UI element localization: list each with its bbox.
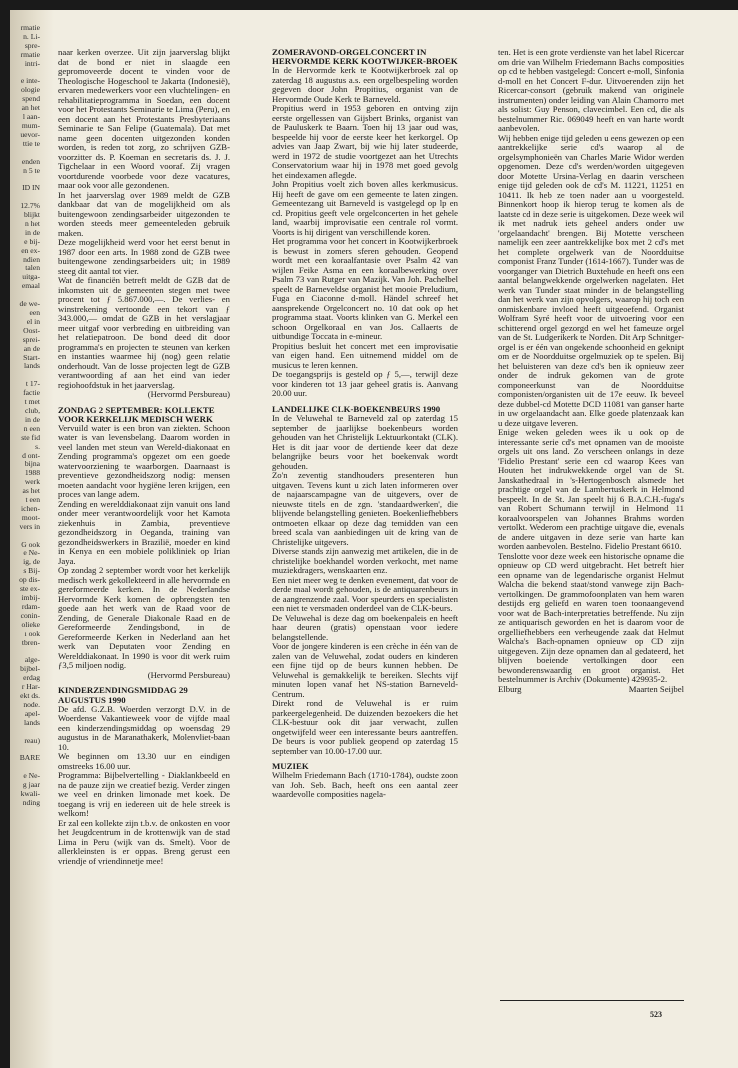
adjacent-page-strip — [10, 24, 40, 808]
paragraph: In de Veluwehal te Barneveld zal op zaterdag 15 september de jaarlijkse boekenbeurs worden gehouden van het Christelijk Lektuurkontakt (CLK). Het is dit jaar voor de dertiende keer dat deze belangrijke beurs voor het boekenvak wordt gehouden. — [272, 413, 458, 471]
column-left — [58, 48, 230, 866]
paragraph: Wat de financiën betreft meldt de GZB dat de inkomsten uit de gemeenten stegen met twee procent tot ƒ 5.867.000,—. De verlies- en winstrekening vertoonde een tekort van ƒ 343.000,— omdat de GZB in het verslagjaar meer uitgaf voor verbreding en uitbreiding van het relatiepatroon. De bond deed dit door programma's en projecten te steunen van kerken en instanties waarmee hij (nog) geen relatie onderhoudt. Van de losse projecten legt de GZB verantwoording af aan het eind van ieder regiohoofdstuk in het jaarverslag. — [58, 275, 230, 390]
strip-fragment: Start- — [23, 352, 40, 362]
strip-fragment: rmatie — [20, 24, 40, 32]
strip-fragment: erdag — [23, 673, 40, 683]
paragraph: Voor de jongere kinderen is een crèche in één van de zalen van de Veluwehal, zodat ouders en kinderen een fijne tijd op de beurs kunnen hebben. De Veluwehal is gemakkelijk te bereiken. Slechts vijf minuten lopen vanaf het NS-station Barneveld-Centrum. — [272, 641, 458, 699]
strip-fragment: s Bij- — [23, 566, 40, 576]
strip-fragment: el in — [26, 316, 40, 326]
paragraph: De afd. G.Z.B. Woerden verzorgt D.V. in de Woerdense Vakantieweek voor de vijfde maal een kinderzendingsmiddag op woensdag 29 augustus in de Maranathakerk, Molenvliet-baan 10. — [58, 703, 230, 752]
strip-fragment: Oost- — [23, 325, 40, 335]
strip-fragment: vers in — [19, 521, 40, 531]
footer-rule — [500, 1000, 684, 1001]
strip-fragment: spre- — [24, 40, 40, 50]
strip-fragment: mum- — [21, 120, 40, 130]
paragraph: Wilhelm Friedemann Bach (1710-1784), oudste zoon van Joh. Seb. Bach, heeft ons een aantal zeer waardevolle composities nagela- — [272, 770, 458, 800]
strip-fragment: enden — [21, 156, 40, 166]
strip-fragment: e Ne- — [23, 548, 40, 558]
page-number: 523 — [650, 1010, 662, 1019]
article-headline: LANDELIJKE CLK-BOEKENBEURS 1990 — [272, 403, 441, 414]
paragraph: John Propitius voelt zich boven alles kerkmusicus. Hij heeft de gave om een gemeente te laten zingen. Gemeentezang uit Barneveld is vastgelegd op lp en cd. Propitius geeft vele orgelconcerten in het gehele land, waarbij improvisatie een centrale rol vormt. Voorts is hij dirigent van verschillende koren. — [272, 179, 458, 237]
strip-fragment: club, — [25, 405, 40, 415]
paragraph: Enige weken geleden wees ik u ook op de interessante serie cd's met opnamen van de mooiste orgels uit ons land. Zo verscheen onlangs in deze 'Fidelio Prestant' serie een cd waarop Kees van Houten het indrukwekkende orgel van de St. Janskathedraal in 's-Hertogenbosch alsmede het prachtige orgel van de Lambertuskerk in Helmond bespeelt. In de St. Jan speelt hij 6 B.A.C.H.-fuga's van Robert Schumann terwijl in Helmond 11 koraalvoorspelen van Johannes Brahms worden vertolkt. Wederom een prachtige uitgave die, evenals de andere uitgaven in deze serie van harte kan worden aanbevolen. Bestelno. Fidelio Prestant 6610. — [498, 427, 684, 551]
strip-fragment: G ook — [21, 539, 40, 549]
strip-fragment: rdam- — [21, 601, 40, 611]
strip-fragment: lands — [23, 361, 40, 371]
strip-fragment: kwali- — [20, 788, 40, 798]
strip-fragment: g jaar — [22, 780, 40, 790]
paragraph: De Veluwehal is deze dag om boekenpaleis en heeft haar deuren (gratis) openstaan voor iedere belangstellende. — [272, 612, 458, 642]
strip-fragment: bijna — [24, 459, 40, 469]
strip-fragment: ekt ds. — [20, 690, 40, 700]
strip-fragment: t een — [25, 495, 40, 505]
strip-fragment: ologie — [21, 85, 40, 95]
paragraph: naar kerken overzee. Uit zijn jaarverslag blijkt dat de bond er niet in slaagde een gepromoveerde docent te vinden voor de Theologische Hogeschool te Jakarta (Indonesië), ervaren medewerkers voor een vluchtelingen- en rehabilitatieprogramma in Soedan, een docent voor het Protestants Seminarie te Lima (Peru), en een docent aan het Protestants Presbyteriaans Seminarie te San Felipe (Guatemala). Dat met name geen docenten uitgezonden konden worden, is reden tot zorg, zo schrijven GZB-voorzitter ds. P. Koeman en secretaris ds. J. J. Tigchelaar in een Woord vooraf. Zij vragen voortdurende voorbede voor deze vacatures, maar ook voor alle gezondenen. — [58, 47, 230, 190]
gzb-report-article — [58, 48, 230, 390]
paragraph: In het jaarverslag over 1989 meldt de GZB dankbaar dat van de mogelijkheid om als buitengewoon zendingsarbeider uitgezonden te worden steeds meer gemeenteleden gebruik maken. — [58, 189, 230, 238]
strip-fragment: as het — [22, 486, 40, 496]
paragraph: Programma: Bijbelvertelling - Diaklankbeeld en na de pauze zijn we creatief bezig. Verder zingen we veel en drinken limonade met koek. De toegang is vrij en iedereen uit de hele streek is welkom! — [58, 770, 230, 819]
paragraph: Op zondag 2 september wordt voor het kerkelijk medisch werk gekollekteerd in alle hervormde en gereformeerde kerken. In de Nederlandse Hervormde Kerk komen de opbrengsten ten goede aan het werk van de Raad voor de Zending, de Generale Diakonale Raad en de Gereformeerde Zendingsbond, in de Gereformeerde Kerken in Nederland aan het werk van Deputaten voor Zending en Werelddiakonaat. In 1990 is voor dit werk ruim ƒ3,5 miljoen nodig. — [58, 565, 230, 671]
strip-fragment: rmatie — [20, 49, 40, 59]
organ-concert-article — [272, 66, 458, 399]
strip-fragment: ID IN — [22, 183, 40, 193]
strip-fragment: t met — [24, 397, 40, 407]
kinderzending-article — [58, 705, 230, 867]
strip-fragment: werk — [24, 477, 40, 487]
strip-fragment: an de — [23, 343, 40, 353]
book-fair-article — [272, 414, 458, 756]
paragraph: We beginnen om 13.30 uur en eindigen omstreeks 16.00 uur. — [58, 751, 230, 771]
strip-fragment: ig, de — [23, 557, 40, 567]
strip-fragment: lands — [23, 717, 40, 727]
strip-fragment: 1988 — [24, 468, 40, 478]
paragraph: Zending en werelddiakonaat zijn vanuit ons land onder meer verantwoordelijk voor het Kamota ziekenhuis in Zambia, preventieve gezondheidszorg in Oeganda, training van gezondheidswerkers in Brazilië, moeder en kind in Kenya en een mobiele polikliniek op Irian Jaya. — [58, 498, 230, 566]
strip-fragment: BARE — [19, 753, 40, 763]
strip-fragment: moot- — [21, 512, 40, 522]
strip-fragment: alge- — [24, 655, 40, 665]
strip-fragment: in de — [25, 227, 40, 237]
byline-credit: (Hervormd Persbureau) — [147, 389, 230, 399]
strip-fragment: s. — [35, 441, 40, 451]
paragraph: Deze mogelijkheid werd voor het eerst benut in 1987 door een arts. In 1988 zond de GZB twee buitengewone zendingsarbeiders uit; in 1989 steeg dit aantal tot vier. — [58, 237, 230, 276]
strip-fragment: e inte- — [20, 76, 40, 86]
paragraph: Diverse stands zijn aanwezig met artikelen, die in de christelijke boekhandel worden verkocht, met name muziekdragers, wenskaarten enz. — [272, 546, 458, 576]
paragraph: Propitius besluit het concert met een improvisatie van eigen hand. Een uitnemend middel om de musicus te leren kennen. — [272, 340, 458, 370]
strip-fragment: blijkt — [23, 210, 40, 220]
strip-fragment: n het — [25, 218, 40, 228]
strip-fragment: op dis- — [19, 575, 40, 585]
medical-work-article — [58, 424, 230, 671]
article-headline: ZONDAG 2 SEPTEMBER: KOLLEKTE VOOR KERKELIJK MEDISCH WERK — [58, 404, 215, 424]
paragraph: Zo'n zeventig standhouders presenteren hun uitgaven. Tevens kunt u zich laten informeren over de najaarscampagne van de uitgevers, over de nieuwste titels en de zgn. 'standaardwerken', die blijvende belangstelling genieten. Boekenliefhebbers ontmoeten elkaar op deze dag temidden van een breed scala van aanbiedingen uit de kring van de Christelijke uitgevers. — [272, 470, 458, 547]
author-signoff — [498, 685, 684, 695]
strip-fragment: emaal — [21, 281, 40, 291]
strip-fragment: n. Li- — [23, 31, 40, 41]
strip-fragment: ste ex- — [19, 584, 40, 594]
strip-fragment: ste fid — [21, 432, 40, 442]
strip-fragment: e bij- — [24, 236, 40, 246]
strip-fragment: apel- — [24, 708, 40, 718]
strip-fragment: ndien — [23, 254, 40, 264]
strip-fragment: de we- — [19, 299, 40, 309]
strip-fragment: node. — [23, 699, 40, 709]
column-right — [498, 48, 684, 694]
strip-fragment: bijbel- — [20, 664, 40, 674]
newspaper-page — [10, 10, 738, 1068]
paragraph: Direkt rond de Veluwehal is er ruim parkeergelegenheid. De duizenden bezoekers die het CLK-bestuur ook dit jaar verwacht, zullen ongetwijfeld weer een interessante beurs aantreffen. De beurs is voor publiek geopend op zaterdag 15 september van 10.00-17.00 uur. — [272, 698, 458, 756]
strip-fragment: t 17- — [25, 379, 40, 389]
strip-fragment: reau) — [24, 735, 40, 745]
paragraph: ten. Het is een grote verdienste van het label Ricercar om drie van Wilhelm Friedemann Bachs composities op cd te hebben vastgelegd: Concert e-moll, Sinfonia d-moll en het Concert F-dur. Uitvoerenden zijn het Ricercar-consort (gebruik makend van originele instrumenten) onder leiding van Alain Chamorro met als solist: Guy Penson, clavecimbel. Een cd, die als bestelnummer Ric. 069049 heeft en van harte wordt aanbevolen. — [498, 47, 684, 133]
paragraph: Propitius werd in 1953 geboren en ontving zijn eerste orgellessen van Gijsbert Brinks, organist van de Pauluskerk te Baarn. Toen hij 13 jaar oud was, bespeelde hij voor de eerste keer het kerkorgel. Op advies van Jaap Zwart, bij wie hij later studeerde, werd in 1972 de studie voortgezet aan het Utrechts Conservatorium waar hij in 1978 met goed gevolg het eindexamen aflegde. — [272, 103, 458, 180]
strip-fragment: ı ook — [24, 628, 40, 638]
signoff-name: Maarten Seijbel — [628, 683, 684, 694]
strip-fragment: d ont- — [22, 450, 40, 460]
strip-fragment: an het — [21, 103, 40, 113]
strip-fragment: talen — [25, 263, 40, 273]
strip-fragment: e Ne- — [23, 771, 40, 781]
strip-fragment: 12.7% — [20, 201, 40, 211]
article-headline: MUZIEK — [272, 761, 309, 772]
strip-fragment: uitga- — [22, 272, 40, 282]
strip-fragment: spend — [22, 94, 40, 104]
strip-fragment: uevor- — [20, 129, 40, 139]
strip-fragment: conin- — [20, 610, 40, 620]
paragraph: Vervuild water is een bron van ziekten. Schoon water is van levensbelang. Daarom worden in veel landen met steun van Wereld-diakonaat en Zending programma's opgezet om een goede watervoorziening te waarborgen. Daarnaast is preventieve gezondheidszorg nodig: mensen moeten aandacht voor hygiëne leren krijgen, een proces van lange adem. — [58, 422, 230, 500]
article-headline: ZOMERAVOND-ORGELCONCERT IN HERVORMDE KERK KOOTWIJKER-BROEK — [272, 47, 458, 67]
paragraph: Tenslotte voor deze week een historische opname die opnieuw op CD werd uitgebracht. Het betreft hier een opname van de legendarische organist Helmut Walcha die bekend staat/stond vanwege zijn Bach-vertolkingen. De grammofoonplaten van hem waren destijds erg geliefd en waren toen toonaangevend voor wat de Bach-interpretaties betreffende. Nu zijn ze antiquarisch geworden en het is daarom voor de orgelliefhebbers een verheugende zaak dat Helmut Walcha's Bach-opnamen opnieuw op CD zijn uitgegeven. Zijn deze opnamen dan al gedateerd, het blijven boeiende vertolkingen door een bewonderenswaardig en groot organist. Het bestelnummer is Archiv (Dokumente) 429935-2. — [498, 550, 684, 684]
byline-credit: (Hervormd Persbureau) — [147, 669, 230, 680]
strip-fragment: sprei- — [22, 334, 40, 344]
strip-fragment: n 5 te — [23, 165, 40, 175]
music-article — [272, 771, 458, 800]
paragraph: Een niet meer weg te denken evenement, dat voor de derde maal wordt gehouden, is de antiquarenbeurs in de aangrenzende zaal. Voor speurders en specialisten een niet te versmaden onderdeel van de CLK-beurs. — [272, 574, 458, 614]
paragraph: Er zal een kollekte zijn t.b.v. de onkosten en voor het Jeugdcentrum in de krottenwijk van de stad Lima in Peru (wijk van ds. Smelt). Voor de allerkleinsten is er oppas. Breng gerust een vriendje of vriendinnetje mee! — [58, 817, 230, 866]
paragraph: In de Hervormde kerk te Kootwijkerbroek zal op zaterdag 18 augustus a.s. een orgelbespeling worden gegeven door John Propitius, organist van de Hervormde Oude Kerk te Barneveld. — [272, 65, 458, 104]
paragraph: Het programma voor het concert in Kootwijkerbroek is bewust in zomers sferen gehouden. Geopend wordt met een koraalfantasie over Psalm 42 van wijlen Feike Asma en een koraalbewerking over Psalm 73 van Rutger van Mazijk. Van Joh. Pachelbel speelt de Barneveldse organist het mooie Preludium, Fuga en Ciaconne d-moll. Händel schreef het aansprekende Orgelconcert no. 10 dat ook op het programma staat. Voorts klinken van G. Merkel een schoon Orgelkoraal en van Jos. Callaerts de uitbundige Toccata in e-mineur. — [272, 236, 458, 342]
strip-fragment: n een — [23, 423, 40, 433]
strip-fragment: nding — [22, 797, 40, 807]
strip-fragment: een — [29, 308, 40, 317]
strip-fragment: factie — [23, 388, 40, 398]
article-headline: KINDERZENDINGSMIDDAG 29 AUGUSTUS 1990 — [58, 685, 188, 705]
paragraph: De toegangsprijs is gesteld op ƒ 5,—, terwijl deze voor kinderen tot 13 jaar geheel gratis is. Aanvang 20.00 uur. — [272, 369, 458, 399]
strip-fragment: olieke — [21, 619, 40, 629]
strip-fragment: l aan- — [22, 112, 40, 122]
music-article-continued — [498, 48, 684, 685]
strip-fragment: tbren- — [21, 637, 40, 647]
strip-fragment: r Har- — [21, 682, 40, 692]
strip-fragment: in de — [25, 414, 40, 424]
strip-fragment: intri- — [24, 58, 40, 68]
strip-fragment: imbij- — [21, 593, 40, 602]
strip-fragment: ttie te — [22, 138, 40, 148]
paragraph: Wij hebben enige tijd geleden u eens gewezen op een aantrekkelijke serie cd's waarop al de orgelsymphonieën van Charles Marie Widor werden opgenomen. Deze cd's werden/worden uitgegeven door Motette Ursina-Verlag en daarin verscheen enige tijd geleden ook de cd's M. 11221, 11251 en 10411. Ik heb ze toen nader aan u voorgesteld. Binnenkort hoop ik hierop terug te komen als de laatste cd in deze serie is uitgekomen. Deze week wil ik met nadruk iets geheel anders onder uw 'orgelaandacht' brengen. Bij Motette verscheen namelijk een zeer aantrekkelijke box met 2 cd's met het complete orgelwerk van de Noordduitse componist Franz Tunder (1614-1667). Tunder was de voorganger van Dietrich Buxtehude en heeft ons een aantal belangwekkende orgelwerken nagelaten. Het werk van Tunder staat minder in de belangstelling dan het werk van zijn opvolgers, waarop hij toch een onmiskenbare invloed heeft uitgeoefend. Organist Wolfram Syré heeft voor de uitvoering voor een schitterend orgel gezorgd en wel het fameuze orgel van de St. Ludgerikerk te Norden. Dit Arp Schnitger-orgel is er één van ongekende schoonheid en geknipt om er de Noordduitse orgelmuziek op te spelen. Bij het beluisteren van deze cd's ben ik opnieuw zeer onder de indruk gekomen van de grote componeerkunst van de Noordduitse componisten/organisten uit de 17e eeuw. Ik beveel deze dubbel-cd Motette DCD 11081 van ganser harte in uw orgelaandacht aan. Elke goede platenzaak kan u deze uitgave leveren. — [498, 132, 684, 428]
strip-fragment: en ex- — [21, 245, 40, 255]
column-middle — [272, 48, 458, 800]
strip-fragment: ichen- — [21, 503, 40, 513]
signoff-place: Elburg — [498, 683, 522, 694]
